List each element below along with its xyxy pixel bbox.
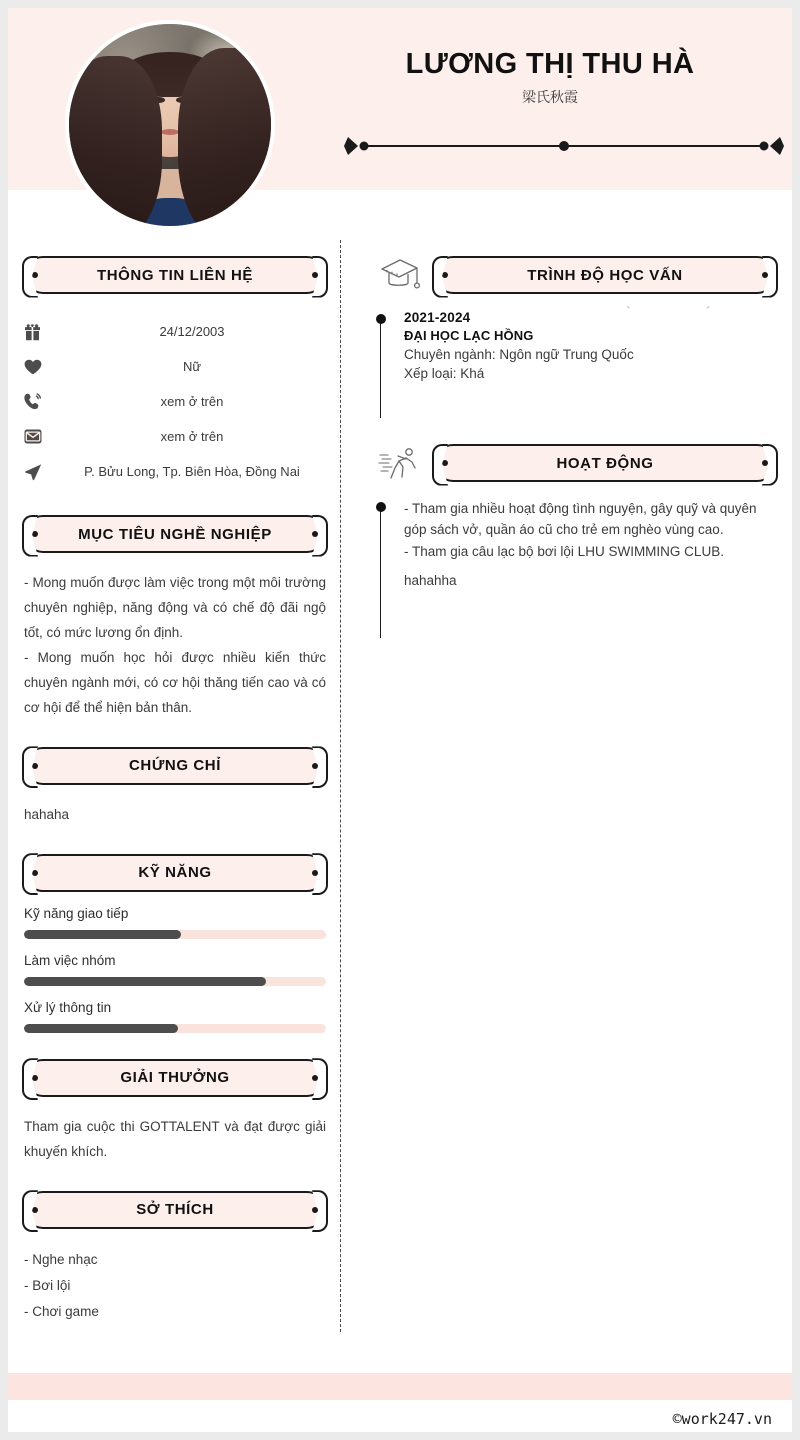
section-hobbies [24, 1191, 326, 1326]
location-icon [24, 463, 58, 481]
contact-heading-label: THÔNG TIN LIÊN HỆ [96, 266, 254, 284]
skill-item [24, 1000, 326, 1033]
contact-heading [24, 256, 326, 294]
pill-notch-left [22, 853, 38, 895]
skill-bar [24, 930, 326, 939]
section-certificates [24, 747, 326, 828]
hobbies-list [24, 1247, 326, 1326]
objective-paragraph-2: - Mong muốn học hỏi được nhiều kiến thức chuyên ngành mới, có cơ hội thăng tiến cao và có cơ hội để thể hiện bản thân. [24, 649, 326, 715]
timeline-dot [376, 502, 386, 512]
skill-bar-fill [24, 930, 181, 939]
section-contact [24, 256, 326, 489]
pill-notch-left [22, 515, 38, 557]
skill-label: Kỹ năng giao tiếp [24, 905, 129, 921]
pill-notch-left [22, 256, 38, 298]
objective-heading-label: MỤC TIÊU NGHỀ NGHIỆP [78, 525, 272, 543]
contact-row-birthday [24, 314, 326, 349]
candidate-name-chinese: 梁氏秋霞 [522, 89, 578, 105]
activity-line: - Tham gia câu lạc bộ bơi lội LHU SWIMMING CLUB. [404, 543, 724, 559]
skill-bar-fill [24, 977, 266, 986]
contact-row-email [24, 419, 326, 454]
section-skills [24, 854, 326, 1033]
phone-icon [24, 393, 58, 411]
heart-icon [24, 359, 58, 375]
contact-row-gender [24, 349, 326, 384]
pill-notch-right [312, 853, 328, 895]
skill-bar-fill [24, 1024, 178, 1033]
awards-heading-label: GIẢI THƯỞNG [120, 1069, 230, 1087]
hobby-item: - Nghe nhạc [24, 1251, 98, 1267]
education-heading-label: TRÌNH ĐỘ HỌC VẤN [527, 266, 683, 284]
timeline-dot [376, 314, 386, 324]
pill-notch-right [312, 746, 328, 788]
graduation-cap-icon [376, 253, 422, 297]
avatar [65, 20, 275, 230]
hobbies-heading-label: SỞ THÍCH [136, 1201, 214, 1219]
stray-diacritic-2: ´ [706, 304, 711, 321]
skill-label: Xử lý thông tin [24, 999, 112, 1015]
pill-notch-right [762, 444, 778, 486]
contact-value: 24/12/2003 [159, 324, 225, 339]
hobbies-heading [24, 1191, 326, 1229]
header-divider-ornament [338, 136, 790, 156]
awards-heading [24, 1059, 326, 1097]
contact-list [24, 314, 326, 489]
education-grade: Xếp loại: Khá [404, 366, 485, 381]
activity-extra: hahahha [404, 572, 457, 588]
envelope-icon [24, 429, 58, 444]
activities-heading-label: HOẠT ĐỘNG [556, 454, 654, 472]
hobby-item: - Bơi lội [24, 1278, 71, 1294]
pill-notch-left [22, 1190, 38, 1232]
activities-heading-row [376, 444, 776, 482]
activity-line: - Tham gia nhiều hoạt động tình nguyện, gây quỹ và quyên góp sách vở, quần áo cũ cho trẻ em nghèo vùng cao. [404, 501, 757, 538]
pill-notch-right [312, 1190, 328, 1232]
column-divider [340, 240, 341, 1332]
hobby-item: - Chơi game [24, 1304, 99, 1320]
skill-label: Làm việc nhóm [24, 952, 116, 968]
pill-notch-left [432, 256, 448, 298]
education-timeline [376, 304, 776, 418]
pill-notch-left [432, 444, 448, 486]
contact-value: P. Bửu Long, Tp. Biên Hòa, Đồng Nai [84, 464, 300, 479]
skills-list [24, 906, 326, 1033]
photo-hair-right [178, 48, 275, 230]
skill-item [24, 906, 326, 939]
contact-value: xem ở trên [160, 429, 224, 444]
footer-band [8, 1373, 792, 1400]
skill-bar [24, 977, 326, 986]
activities-timeline [376, 498, 776, 638]
pill-notch-left [22, 746, 38, 788]
section-objective [24, 515, 326, 721]
left-column [24, 256, 326, 1352]
cv-page [8, 8, 792, 1432]
education-heading [434, 256, 776, 294]
pill-notch-right [312, 256, 328, 298]
pill-notch-right [762, 256, 778, 298]
contact-value: Nữ [182, 359, 202, 374]
awards-text: Tham gia cuộc thi GOTTALENT và đạt được giải khuyến khích. [24, 1118, 326, 1159]
watermark: ©work247.vn [672, 1410, 772, 1428]
section-activities [376, 444, 776, 638]
certificates-heading-label: CHỨNG CHỈ [128, 757, 221, 775]
section-education [376, 256, 776, 418]
stray-diacritic-1: ` [626, 304, 631, 321]
right-column [376, 256, 776, 664]
section-awards [24, 1059, 326, 1165]
certificates-heading [24, 747, 326, 785]
skills-heading-label: KỸ NĂNG [138, 864, 212, 882]
skills-heading [24, 854, 326, 892]
education-years: 2021-2024 [404, 310, 471, 325]
contact-row-phone [24, 384, 326, 419]
pill-notch-right [312, 515, 328, 557]
photo-hair-left [65, 56, 162, 230]
education-heading-row [376, 256, 776, 294]
pill-notch-left [22, 1058, 38, 1100]
contact-value: xem ở trên [160, 394, 224, 409]
name-block [328, 48, 772, 107]
education-school: ĐẠI HỌC LẠC HỒNG [404, 328, 534, 343]
skill-bar [24, 1024, 326, 1033]
pill-notch-right [312, 1058, 328, 1100]
running-person-icon [376, 441, 422, 485]
gift-icon [24, 323, 58, 341]
activities-heading [434, 444, 776, 482]
objective-paragraph-1: - Mong muốn được làm việc trong một môi trường chuyên nghiệp, năng động và có chế độ đãi ngộ tốt, có mức lương ổn định. [24, 575, 326, 640]
skill-item [24, 953, 326, 986]
objective-heading [24, 515, 326, 553]
contact-row-address [24, 454, 326, 489]
education-major: Chuyên ngành: Ngôn ngữ Trung Quốc [404, 347, 634, 362]
candidate-name: LƯƠNG THỊ THU HÀ [405, 48, 695, 80]
certificates-text: hahaha [24, 806, 70, 822]
